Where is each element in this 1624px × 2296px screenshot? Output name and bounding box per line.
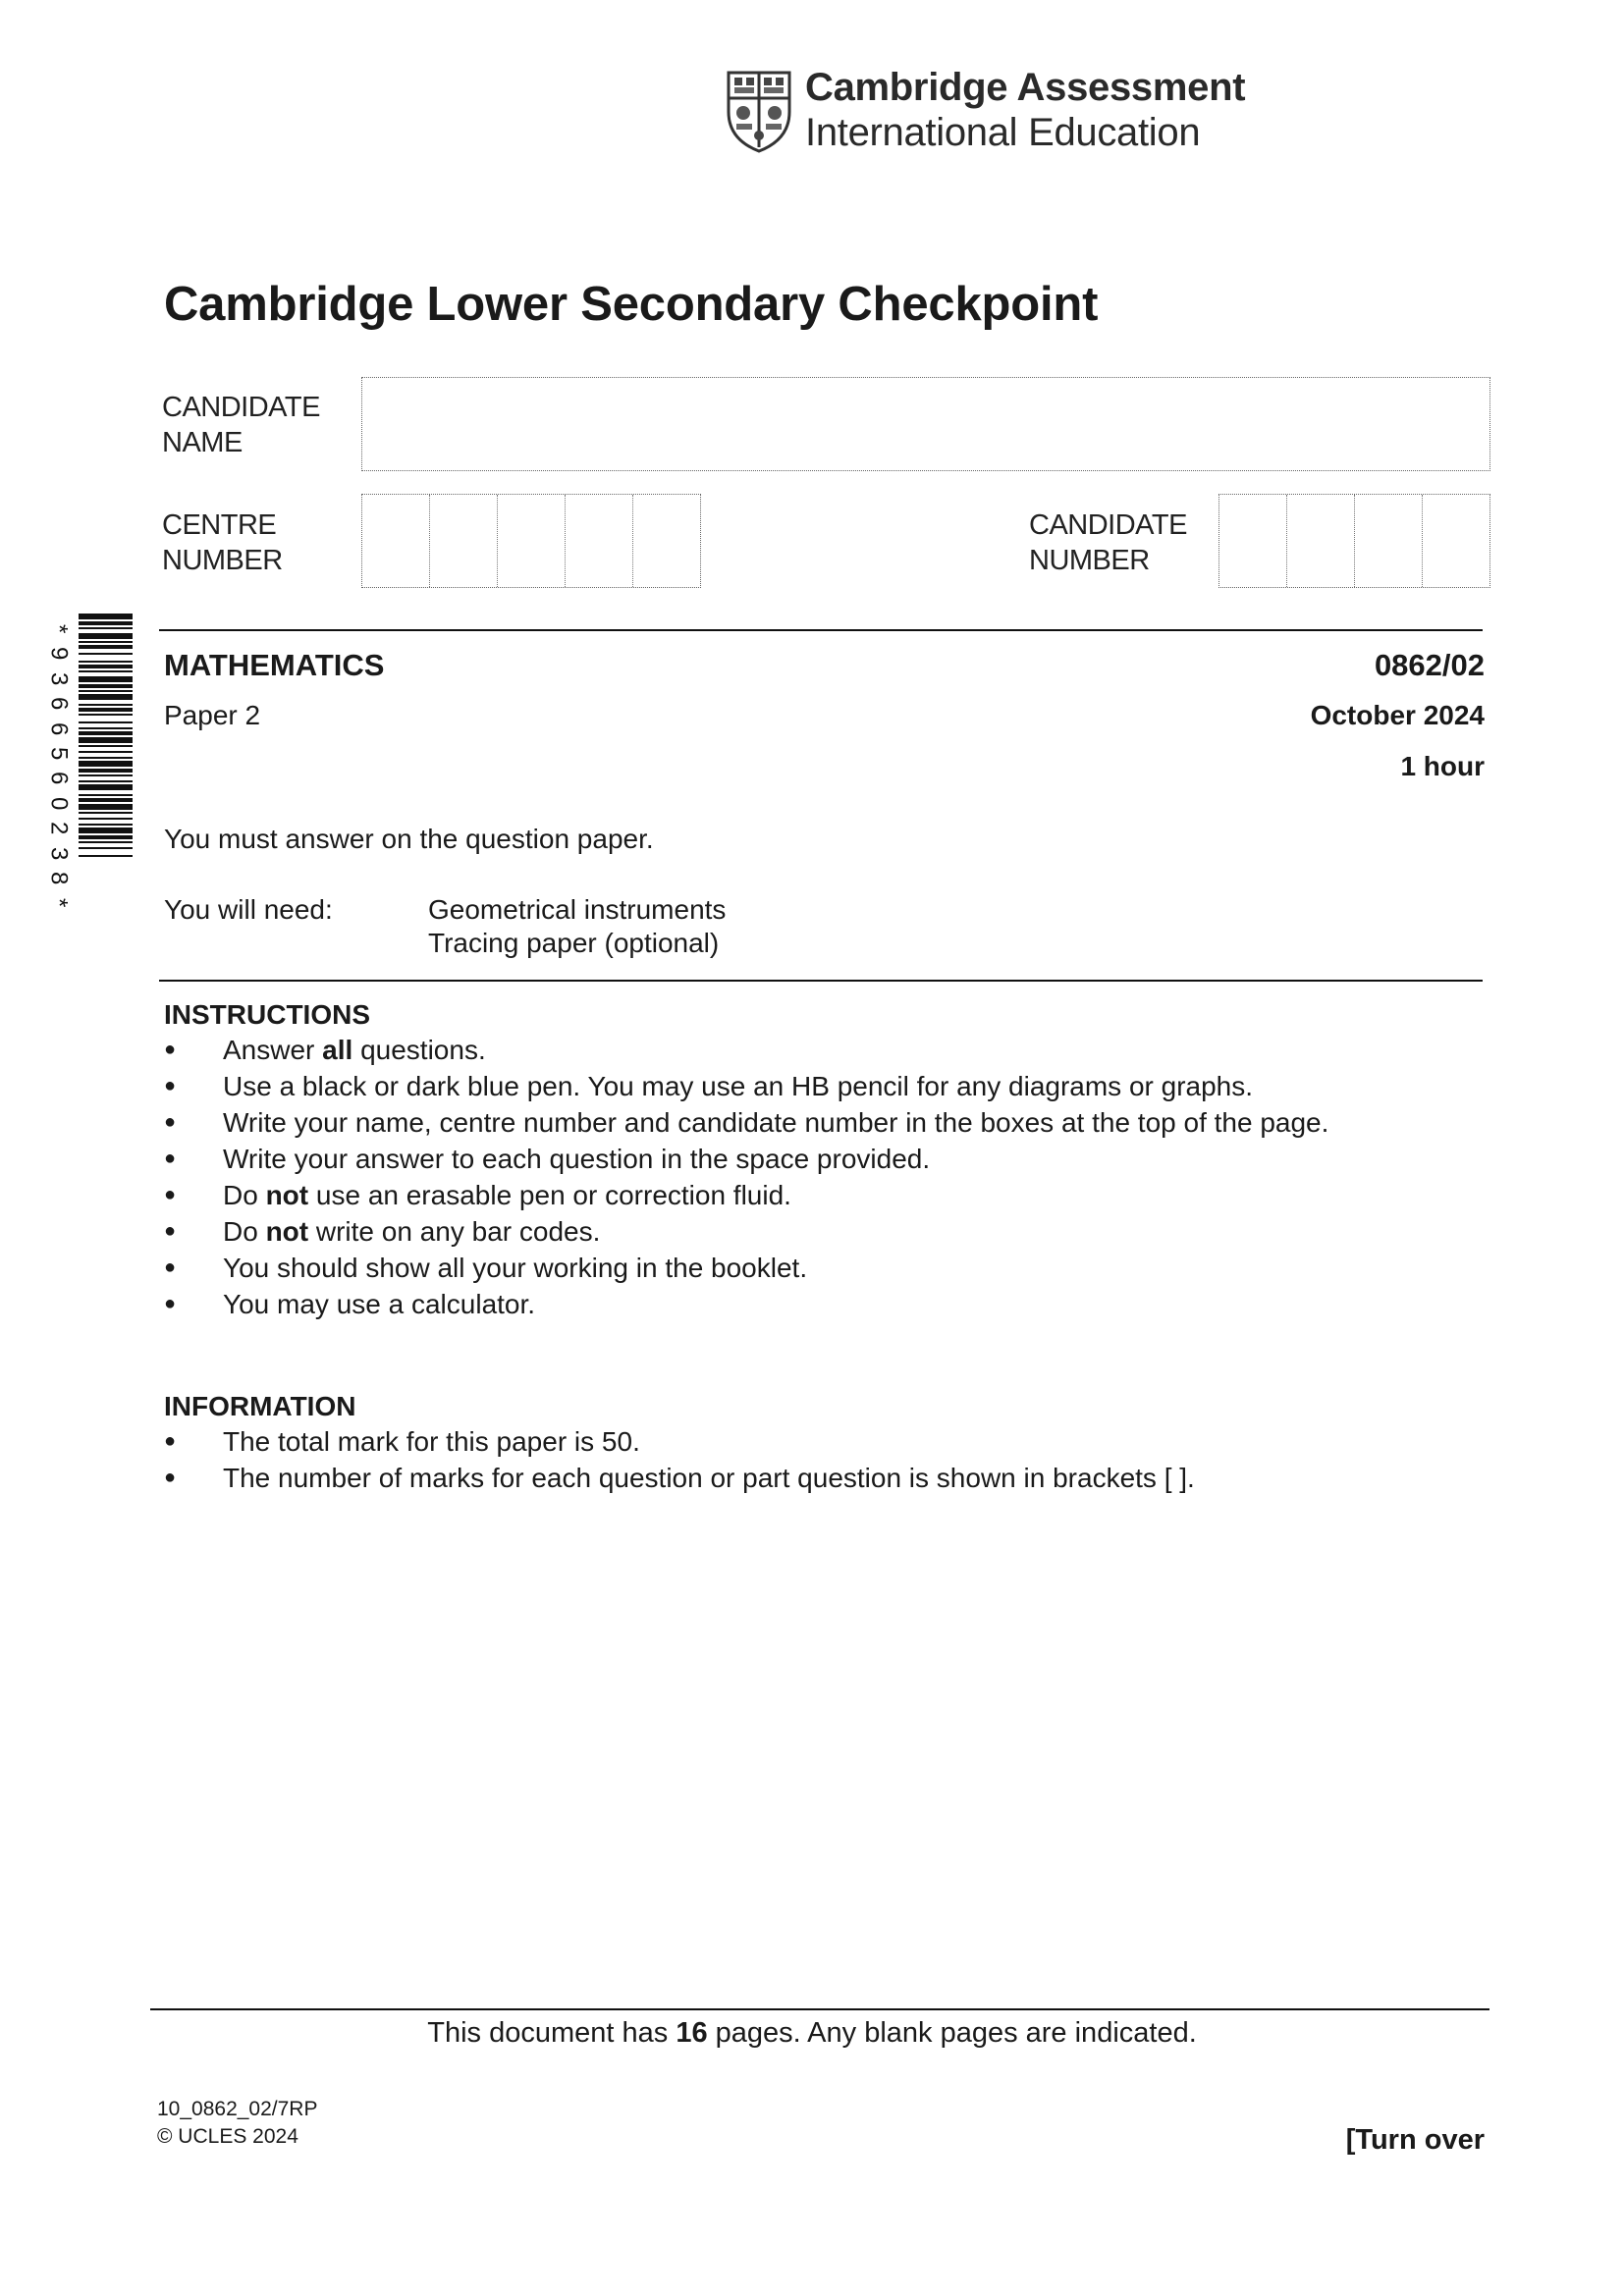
candidate-name-box[interactable] bbox=[361, 377, 1490, 471]
label-line: NAME bbox=[162, 427, 243, 458]
text-part: Write your name, centre number and candidate number in the boxes at the top of the page. bbox=[223, 1107, 1329, 1138]
list-item bbox=[164, 1213, 1328, 1250]
barcode-number bbox=[47, 616, 71, 916]
barcode-digit: 8 bbox=[45, 872, 73, 885]
required-items bbox=[428, 893, 726, 960]
barcode-digit: 3 bbox=[45, 671, 73, 686]
text-part: Do bbox=[223, 1216, 266, 1247]
candidate-number-label bbox=[1029, 507, 1187, 578]
digit-cell[interactable] bbox=[429, 495, 497, 587]
page-title: Cambridge Lower Secondary Checkpoint bbox=[164, 278, 1099, 331]
document-code bbox=[157, 2096, 317, 2151]
list-item: ● The number of marks for each question or part question is shown in brackets [ ]. bbox=[164, 1460, 1195, 1496]
list-item bbox=[164, 1104, 1328, 1141]
text-part: pages. Any blank pages are indicated. bbox=[707, 2017, 1197, 2049]
answer-note: You must answer on the question paper. bbox=[164, 824, 654, 854]
logo-line-1: Cambridge Assessment bbox=[805, 66, 1246, 109]
barcode-icon bbox=[79, 614, 133, 928]
barcode-digit: 2 bbox=[45, 822, 73, 835]
digit-cell[interactable] bbox=[1422, 495, 1489, 587]
exam-duration: 1 hour bbox=[1400, 751, 1485, 781]
divider bbox=[159, 629, 1483, 631]
centre-number-boxes[interactable] bbox=[361, 494, 701, 588]
logo-line-2: International Education bbox=[805, 111, 1201, 154]
text-part: This document has bbox=[427, 2017, 677, 2049]
barcode-digit: 6 bbox=[45, 772, 73, 785]
candidate-name-label bbox=[162, 390, 320, 460]
paper-number: Paper 2 bbox=[164, 700, 261, 730]
label-line: CANDIDATE bbox=[162, 392, 320, 423]
label-line: NUMBER bbox=[162, 545, 283, 576]
list-item bbox=[164, 1141, 1328, 1177]
label-line: CENTRE bbox=[162, 509, 277, 541]
list-item bbox=[164, 1068, 1328, 1104]
exam-session: October 2024 bbox=[1310, 700, 1485, 730]
you-will-need-label: You will need: bbox=[164, 894, 333, 925]
label-line: NUMBER bbox=[1029, 545, 1150, 576]
text-emphasis: all bbox=[322, 1035, 353, 1065]
text-part: Write your answer to each question in the space provided. bbox=[223, 1144, 931, 1174]
instructions-heading: INSTRUCTIONS bbox=[164, 999, 370, 1030]
information-list bbox=[164, 1423, 1195, 1496]
text-part: write on any bar codes. bbox=[308, 1216, 601, 1247]
centre-number-label bbox=[162, 507, 283, 578]
barcode-digit: * bbox=[45, 624, 73, 634]
text-part: Answer bbox=[223, 1035, 323, 1065]
digit-cell[interactable] bbox=[1219, 495, 1286, 587]
subject: MATHEMATICS bbox=[164, 648, 385, 682]
barcode-digit: 6 bbox=[45, 697, 73, 711]
digit-cell[interactable] bbox=[497, 495, 565, 587]
digit-cell[interactable] bbox=[632, 495, 700, 587]
barcode-digit: 6 bbox=[45, 721, 73, 735]
label-line: CANDIDATE bbox=[1029, 509, 1187, 541]
digit-cell[interactable] bbox=[1286, 495, 1354, 587]
digit-cell[interactable] bbox=[565, 495, 632, 587]
list-item bbox=[164, 1032, 1328, 1068]
text-part: use an erasable pen or correction fluid. bbox=[308, 1180, 791, 1210]
instructions-list bbox=[164, 1032, 1328, 1322]
turn-over: [Turn over bbox=[1345, 2124, 1485, 2156]
digit-cell[interactable] bbox=[1354, 495, 1422, 587]
candidate-number-boxes[interactable] bbox=[1218, 494, 1490, 588]
logo-wordmark bbox=[805, 65, 1245, 155]
divider bbox=[159, 980, 1483, 982]
information-heading: INFORMATION bbox=[164, 1391, 356, 1421]
digit-cell[interactable] bbox=[362, 495, 429, 587]
page-count: 16 bbox=[676, 2017, 708, 2049]
barcode-digit: 3 bbox=[45, 846, 73, 861]
list-item bbox=[164, 1177, 1328, 1213]
doc-code: 10_0862_02/7RP bbox=[157, 2098, 318, 2120]
university-crest-icon bbox=[725, 69, 793, 153]
barcode-digit: 0 bbox=[45, 796, 73, 811]
list-item bbox=[164, 1286, 1328, 1322]
text-part: Use a black or dark blue pen. You may use an HB pencil for any diagrams or graphs. bbox=[223, 1071, 1254, 1101]
list-item: ● The total mark for this paper is 50. bbox=[164, 1423, 1195, 1460]
barcode-digit: 9 bbox=[45, 647, 73, 661]
list-item bbox=[164, 1250, 1328, 1286]
required-item: Geometrical instruments bbox=[428, 894, 727, 925]
required-item: Tracing paper (optional) bbox=[428, 928, 720, 958]
text-part: You may use a calculator. bbox=[223, 1289, 536, 1319]
barcode-digit: 5 bbox=[45, 747, 73, 761]
text-part: questions. bbox=[352, 1035, 486, 1065]
text-emphasis: not bbox=[265, 1216, 309, 1247]
barcode-digit: * bbox=[45, 898, 73, 908]
text-part: You should show all your working in the booklet. bbox=[223, 1253, 808, 1283]
text-emphasis: not bbox=[265, 1180, 309, 1210]
copyright: © UCLES 2024 bbox=[157, 2125, 298, 2148]
text-part: Do bbox=[223, 1180, 266, 1210]
syllabus-code: 0862/02 bbox=[1374, 648, 1485, 682]
footer-divider bbox=[150, 2008, 1489, 2010]
page-count-note bbox=[0, 2017, 1624, 2050]
